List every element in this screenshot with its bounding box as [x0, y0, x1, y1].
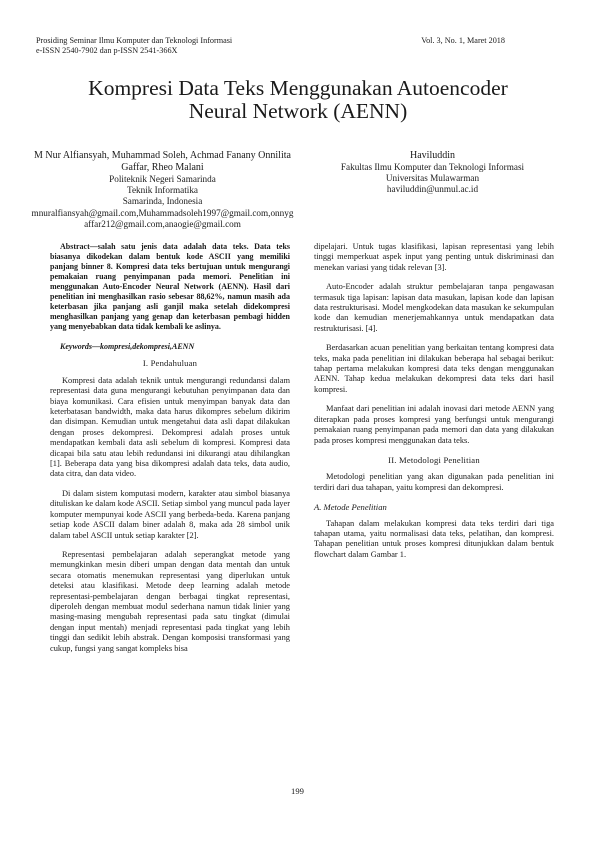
- affiliation-line-2: Teknik Informatika: [126, 185, 199, 196]
- author-names: M Nur Alfiansyah, Muhammad Soleh, Achmad Fanany Onnilita Gaffar, Rheo Malani: [34, 150, 291, 173]
- affiliation-line-1: Fakultas Ilmu Komputer dan Teknologi Informasi: [340, 162, 525, 172]
- volume-issue: Vol. 3, No. 1, Maret 2018: [421, 36, 505, 45]
- abstract: Abstract—salah satu jenis data adalah data teks. Data teks biasanya dikodekan dalam bentuk kode ASCII yang memiliki panjang binner 8. Kompresi data teks bertujuan untuk mengurangi pemakaian ruang penyimpanan pada memori. Penelitian ini menggunakan Auto-Encoder Neural Network (AENN). Hasil dari penelitian ini menghasilkan rasio sebesar 88,62%, namun masih ada keterbasan jika panjang asli ganjil maka setelah didekompresi menghasilkan panjang yang genap dan keterbasan pembagi hidden yang menyebabkan data tidak kembali ke aslinya.: [50, 242, 290, 331]
- author-block-right: [300, 150, 565, 196]
- author-emails: mnuralfiansyah@gmail.com,Muhammadsoleh1997@gmail.com,onnygaffar212@gmail.com,anaogie@gmail.com: [31, 207, 294, 229]
- issn-line: e-ISSN 2540-7902 dan p-ISSN 2541-366X: [36, 46, 178, 55]
- author-block-left: [30, 150, 295, 230]
- paper-title: [30, 77, 566, 123]
- paragraph: Di dalam sistem komputasi modern, karakter atau simbol biasanya dituliskan ke dalam kode ASCII. Setiap simbol yang muncul pada layer komputer mempunyai kode ASCII yang berbeda-beda. Karena panjang setiap kode ASCII dalam biner adalah 8, maka ada 28 simbol unik dalam tabel ASCII untuk setiap karakter [2].: [50, 488, 290, 540]
- paragraph: Auto-Encoder adalah struktur pembelajaran tanpa pengawasan termasuk tiga lapisan: lapisan data masukan, lapisan kode dan lapisan data restrukturisasi. Model mengkodekan data masukan ke sekumpulan kode dan kemudian menerjemahkannya untuk mendapatkan data restrukturisasi. [4].: [314, 282, 554, 333]
- paragraph: Kompresi data adalah teknik untuk mengurangi redundansi dalam representasi data guna mengurangi kebutuhan penyimpanan data dan biaya komunikasi. Cara efisien untuk menyimpan banyak data dan keterbatasan bandwidth, maka data harus dikompres sebelum dikirim dan disimpan. Kemudian untuk mengetahui data asli dapat dilakukan dengan proses dekompresi. Dekompresi adalah proses untuk mendapatkan kembali data asli sebelum di kompresi. Kompresi data dicapai bila satu atau lebih redundansi ini dikurangi atau dihilangkan [1]. Beberapa data yang bisa dikompresi adalah data teks, data audio, data citra, dan data video.: [50, 375, 290, 479]
- author-name: Haviluddin: [410, 150, 455, 161]
- section-heading-methodology: II. Metodologi Penelitian: [388, 454, 480, 465]
- affiliation-line-3: Samarinda, Indonesia: [122, 196, 203, 207]
- right-column: [314, 242, 554, 569]
- paragraph: Metodologi penelitian yang akan digunakan pada penelitian ini terdiri dari dua tahapan, yaitu kompresi dan dekompresi.: [314, 472, 554, 492]
- title-line-1: Kompresi Data Teks Menggunakan Autoencoder: [88, 76, 508, 100]
- journal-name: Prosiding Seminar Ilmu Komputer dan Teknologi Informasi: [36, 36, 233, 45]
- left-column: [50, 242, 290, 663]
- paragraph: dipelajari. Untuk tugas klasifikasi, lapisan representasi yang lebih tinggi memperkuat aspek input yang penting untuk diskriminasi dan menekan variasi yang tidak relevan [3].: [314, 242, 554, 272]
- paragraph: Manfaat dari penelitian ini adalah inovasi dari metode AENN yang diterapkan pada proses kompresi yang berfungsi untuk mengurangi pemakaian ruang penyimpanan pada memori dan data yang dilakukan pada proses kompresi menggunakan data teks.: [314, 404, 554, 445]
- paragraph: Tahapan dalam melakukan kompresi data teks terdiri dari tiga tahapan utama, yaitu normalisasi data teks, pelatihan, dan kompresi. Tahapan penelitian untuk proses kompresi ditunjukkan dalam bentuk flowchart dalam Gambar 1.: [314, 518, 554, 559]
- affiliation-line-2: Universitas Mulawarman: [385, 173, 480, 184]
- page-number: 199: [291, 786, 304, 796]
- running-header-left: [36, 36, 232, 56]
- title-line-2: Neural Network (AENN): [188, 99, 408, 123]
- subsection-heading: A. Metode Penelitian: [314, 502, 387, 513]
- paragraph: Representasi pembelajaran adalah seperangkat metode yang memungkinkan mesin diberi umpan dengan data mentah dan untuk secara otomatis menemukan representasi yang diperlukan untuk deteksi atau klasifikasi. Metode deep learning adalah metode representasi-pembelajaran dengan berbagai tingkat representasi, diperoleh dengan membuat modul sederhana namun tidak linier yang masing-masing mengubah representasi pada satu tingkat (dimulai dengan input mentah) menjadi representasi pada tingkat yang lebih tinggi dan sedikit lebih abstrak. Dengan komposisi transformasi yang cukup, fungsi yang sangat kompleks bisa: [50, 549, 290, 653]
- section-heading-introduction: I. Pendahuluan: [142, 358, 198, 369]
- affiliation-line-1: Politeknik Negeri Samarinda: [109, 174, 216, 184]
- paragraph: Berdasarkan acuan penelitian yang berkaitan tentang kompresi data teks, maka pada penelitian ini dilakukan beberapa hal sebagai berikut: tahap pertama melakukan kompresi data teks dengan menggunakan AENN. Tahap kedua melakukan dekompresi data teks dari hasil kompresi.: [314, 343, 554, 394]
- author-email: haviluddin@unmul.ac.id: [386, 184, 479, 195]
- keywords: Keywords—kompresi,dekompresi,AENN: [60, 342, 195, 351]
